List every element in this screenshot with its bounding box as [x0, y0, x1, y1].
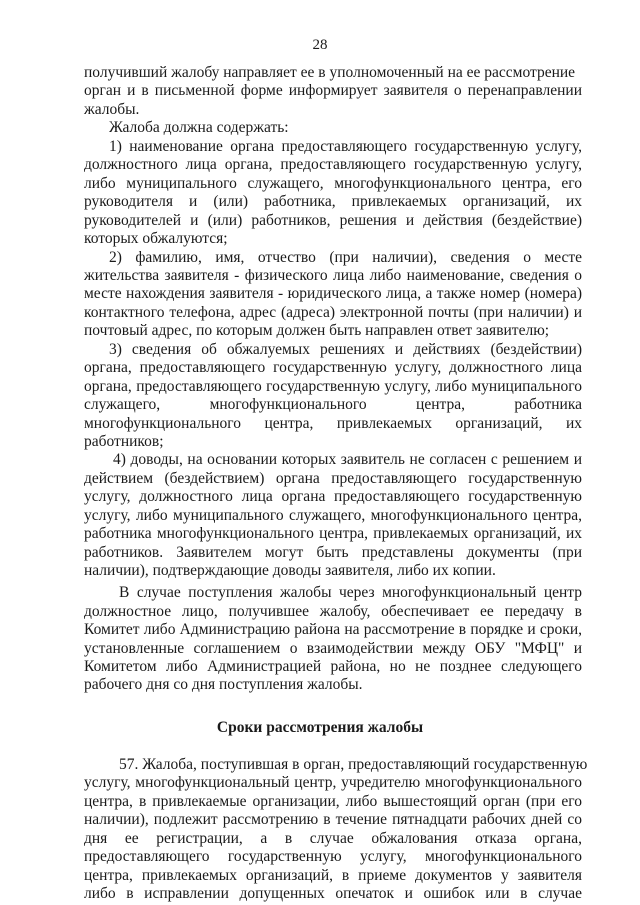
text-line: должностное лицо, получившее жалобу, обеспечивает ее передачу в	[84, 603, 582, 620]
text-line: 3) сведения об обжалуемых решениях и действиях (бездействии)	[109, 341, 582, 358]
text-line: услугу, либо муниципального служащего, многофункционального центра,	[84, 507, 582, 524]
text-line: либо в исправлении допущенных опечаток и ошибок или в случае	[84, 885, 582, 902]
text-line: установленные соглашением о взаимодействии между ОБУ "МФЦ" и	[84, 640, 582, 657]
text-line: органа, предоставляющего государственную услугу, должностного лица	[84, 359, 582, 376]
text-line: 57. Жалоба, поступившая в орган, предоставляющий государственную	[119, 756, 588, 773]
text-line: либо муниципального служащего, многофункционального центра, его	[84, 175, 582, 192]
text-line: многофункционального центра, привлекаемых организаций, их	[84, 415, 582, 432]
text-line: Комитетом либо Администрацией района, но не позднее следующего	[84, 658, 582, 675]
text-line: которых обжалуются;	[84, 230, 228, 247]
text-line: работников;	[84, 433, 164, 450]
text-line: месте нахождения заявителя - юридического лица, а также номер (номера)	[84, 285, 582, 302]
text-line: предоставляющего государственную услугу, многофункционального	[84, 848, 582, 865]
text-line: получивший жалобу направляет ее в уполномоченный на ее рассмотрение	[84, 64, 576, 81]
text-line: работников. Заявителем могут быть представлены документы (при	[84, 544, 582, 561]
text-line: 1) наименование органа предоставляющего государственную услугу,	[109, 138, 582, 155]
text-line: рабочего дня со дня поступления жалобы.	[84, 676, 363, 693]
text-line: контактного телефона, адрес (адреса) электронной почты (при наличии) и	[84, 304, 582, 321]
text-line: руководителей и (или) работников, решения и действия (бездействие)	[84, 212, 582, 229]
text-line: работника многофункционального центра, привлекаемых организаций, их	[84, 525, 582, 542]
text-line: Жалоба должна содержать:	[109, 119, 289, 136]
text-line: руководителя и (или) работника, привлекаемых организаций, их	[84, 193, 582, 210]
text-line: 4) доводы, на основании которых заявитель не согласен с решением и	[113, 451, 582, 468]
text-line: почтовый адрес, по которым должен быть направлен ответ заявителю;	[84, 322, 550, 339]
page-number: 28	[312, 37, 328, 53]
section-heading: Сроки рассмотрения жалобы	[216, 719, 424, 736]
text-line: центра, привлекаемых организаций, в приеме документов у заявителя	[84, 867, 582, 884]
text-line: дня ее регистрации, а в случае обжалования отказа органа,	[84, 830, 582, 847]
text-line: служащего, многофункционального центра, работника	[84, 396, 582, 413]
text-line: услугу, многофункциональный центр, учредителю многофункционального	[84, 774, 582, 791]
text-line: наличии), подтверждающие доводы заявителя, либо их копии.	[84, 562, 496, 579]
text-line: жительства заявителя - физического лица либо наименование, сведения о	[84, 267, 582, 284]
text-line: орган и в письменной форме информирует заявителя о перенаправлении	[84, 82, 582, 99]
text-line: услугу, должностного лица органа предоставляющего государственную	[84, 488, 582, 505]
text-line: должностного лица органа, предоставляющего государственную услугу,	[84, 156, 582, 173]
text-line: центра, в привлекаемые организации, либо вышестоящий орган (при его	[84, 793, 582, 810]
text-line: действием (бездействием) органа предоставляющего государственную	[84, 470, 582, 487]
text-line: 2) фамилию, имя, отчество (при наличии), сведения о месте	[109, 249, 582, 266]
text-line: жалобы.	[84, 101, 140, 118]
text-line: органа, предоставляющего государственную услугу, либо муниципального	[84, 378, 582, 395]
text-line: В случае поступления жалобы через многофункциональный центр	[119, 584, 582, 601]
text-line: наличии), подлежит рассмотрению в течение пятнадцати рабочих дней со	[84, 811, 582, 828]
text-line: Комитет либо Администрацию района на рассмотрение в порядке и сроки,	[84, 621, 582, 638]
